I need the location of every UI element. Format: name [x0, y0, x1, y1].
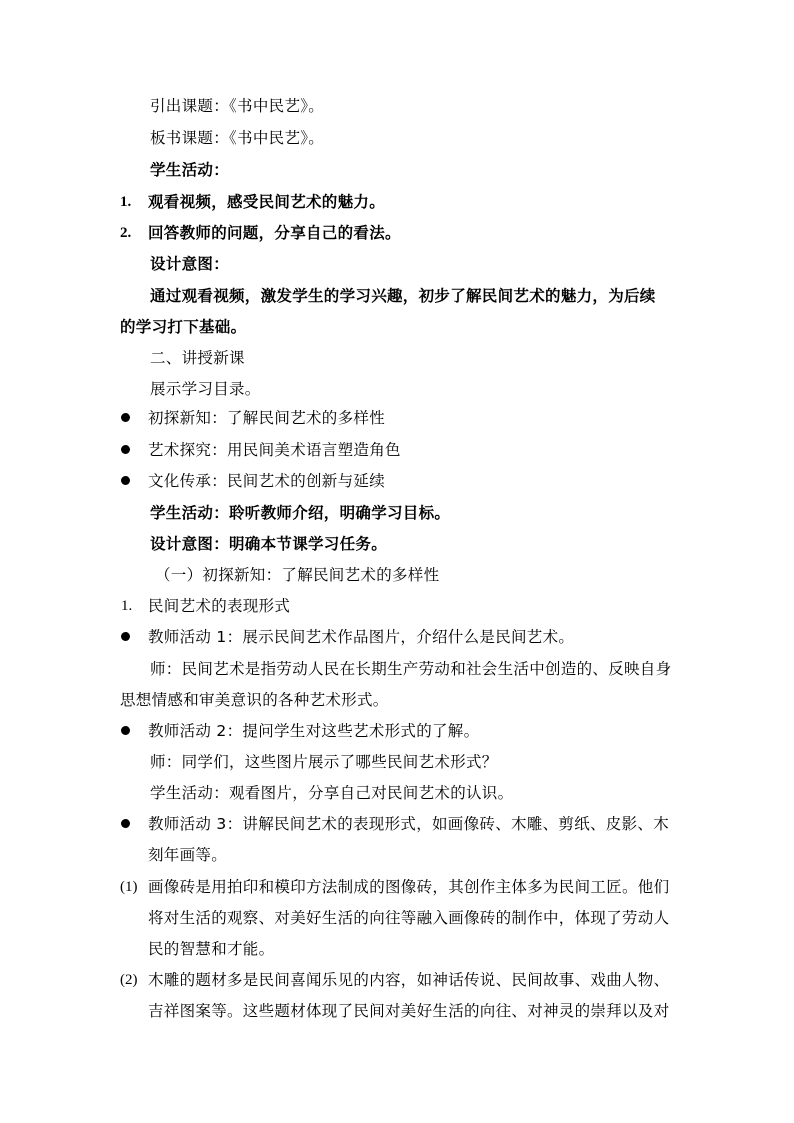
design-intent-line-1: 通过观看视频，激发学生的学习兴趣，初步了解民间艺术的魅力，为后续	[150, 287, 656, 305]
bullet-icon	[121, 476, 130, 485]
list-number: 1.	[121, 598, 133, 614]
bullet-icon	[121, 445, 130, 454]
teacher-speech-1-line-1: 师：民间艺术是指劳动人民在长期生产劳动和社会生活中创造的、反映自身	[150, 660, 672, 678]
teacher-speech-1-line-2: 思想情感和审美意识的各种艺术形式。	[120, 691, 389, 709]
catalog-item-2: 艺术探究：用民间美术语言塑造角色	[148, 441, 401, 459]
item-1-line-2: 将对生活的观察、对美好生活的向往等融入画像砖的制作中，体现了劳动人	[148, 909, 670, 927]
design-intent-2: 设计意图：明确本节课学习任务。	[150, 535, 388, 553]
student-activity-item-1: 观看视频，感受民间艺术的魅力。	[148, 193, 386, 211]
show-catalog: 展示学习目录。	[150, 380, 261, 398]
student-activity-3: 学生活动：观看图片，分享自己对民间艺术的认识。	[150, 784, 514, 802]
point-1-text: 民间艺术的表现形式	[148, 597, 291, 615]
teacher-activity-3-line-1: 教师活动 3：讲解民间艺术的表现形式，如画像砖、木雕、剪纸、皮影、木	[148, 815, 669, 833]
student-activity-title: 学生活动：	[150, 161, 230, 179]
student-activity-2: 学生活动：聆听教师介绍，明确学习目标。	[150, 504, 451, 522]
design-intent-line-2: 的学习打下基础。	[120, 318, 247, 336]
list-number: (2)	[120, 972, 138, 988]
bullet-icon	[121, 726, 130, 735]
bullet-icon	[121, 819, 130, 828]
list-number: 1.	[120, 194, 132, 210]
catalog-item-3: 文化传承：民间艺术的创新与延续	[148, 472, 386, 490]
student-activity-item-2: 回答教师的问题，分享自己的看法。	[148, 224, 401, 242]
item-1-line-3: 民的智慧和才能。	[148, 940, 275, 958]
bullet-icon	[121, 632, 130, 641]
teacher-speech-2: 师：同学们，这些图片展示了哪些民间艺术形式？	[150, 753, 498, 771]
item-1-line-1: 画像砖是用拍印和模印方法制成的图像砖，其创作主体多为民间工匠。他们	[148, 878, 670, 896]
teacher-activity-3-line-2: 刻年画等。	[148, 846, 228, 864]
item-2-line-2: 吉祥图案等。这些题材体现了民间对美好生活的向往、对神灵的崇拜以及对	[148, 1002, 670, 1020]
catalog-item-1: 初探新知：了解民间艺术的多样性	[148, 409, 386, 427]
subsection-heading: （一）初探新知：了解民间艺术的多样性	[155, 566, 440, 584]
teacher-activity-1: 教师活动 1：展示民间艺术作品图片，介绍什么是民间艺术。	[148, 628, 575, 646]
list-number: (1)	[120, 879, 138, 895]
list-number: 2.	[120, 225, 132, 241]
intro-line-2: 板书课题：《书中民艺》。	[150, 129, 325, 147]
intro-line-1: 引出课题：《书中民艺》。	[150, 97, 325, 115]
bullet-icon	[121, 413, 130, 422]
item-2-line-1: 木雕的题材多是民间喜闻乐见的内容，如神话传说、民间故事、戏曲人物、	[148, 971, 670, 989]
section-heading: 二、讲授新课	[150, 349, 245, 367]
teacher-activity-2: 教师活动 2：提问学生对这些艺术形式的了解。	[148, 722, 480, 740]
design-intent-title: 设计意图：	[150, 255, 230, 273]
